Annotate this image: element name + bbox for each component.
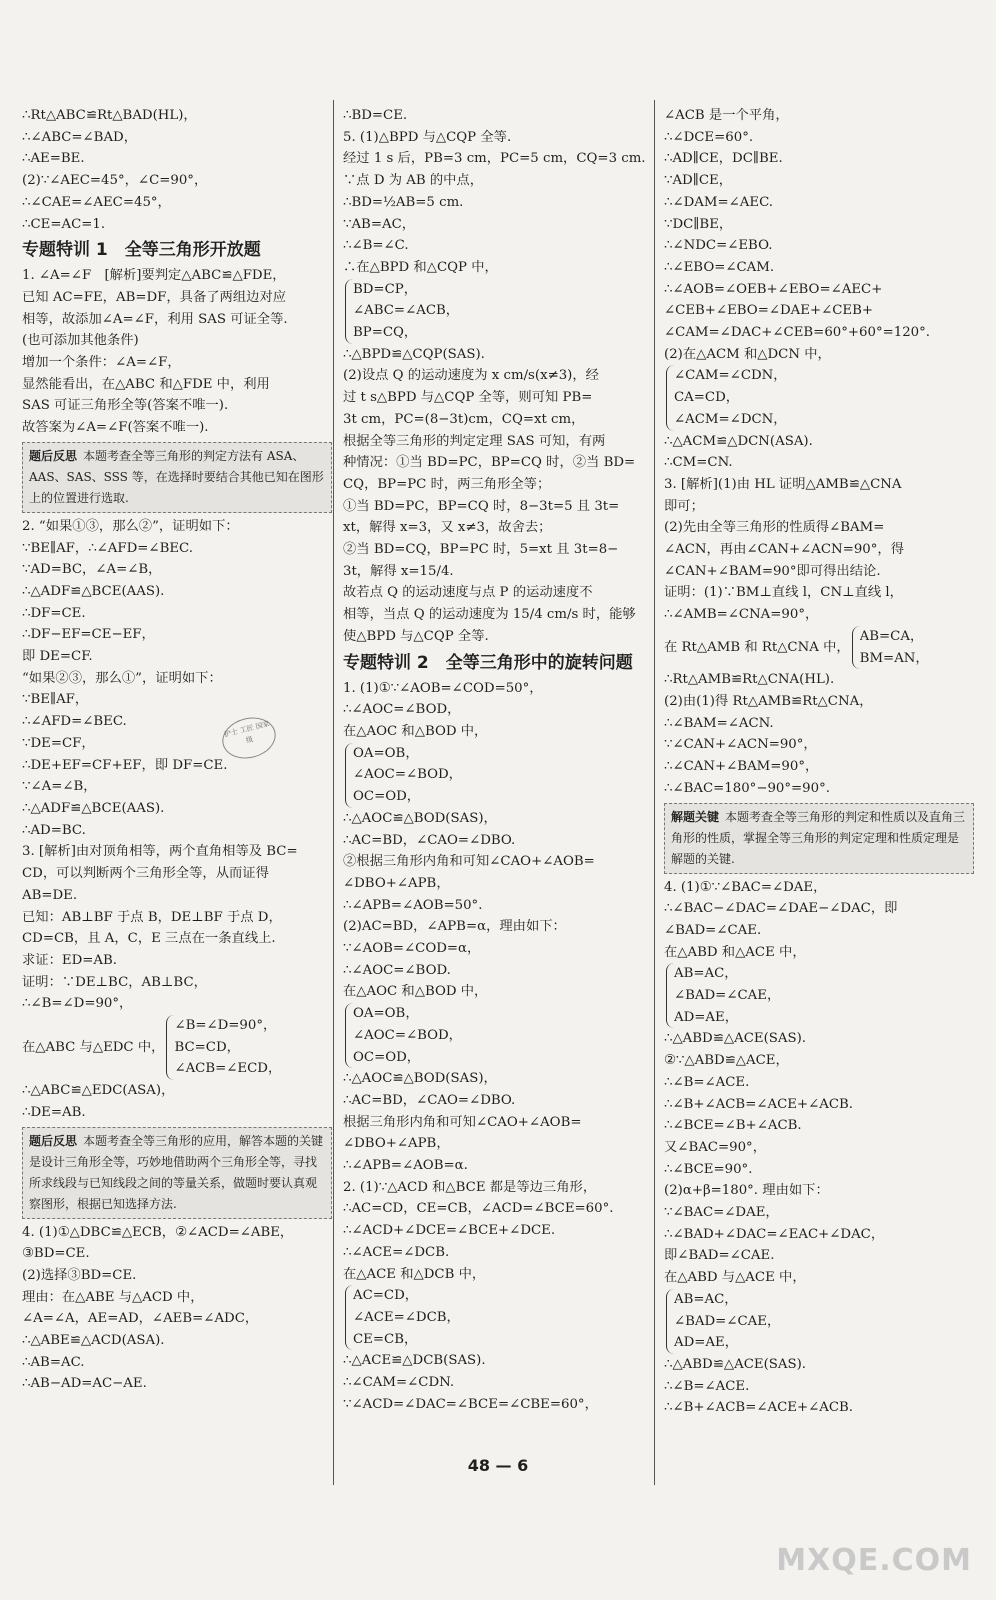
text-line: OC=OD，	[353, 789, 421, 805]
text-line: ∴∠BAC=180°−90°=90°.	[664, 780, 830, 796]
text-line: ∠CAN+∠BAM=90°即可得出结论.	[664, 563, 881, 579]
text-line: ∴△ACE≌△DCB(SAS).	[343, 1353, 486, 1369]
text-line: ∴∠DCE=60°.	[664, 129, 754, 145]
question-5	[343, 105, 653, 279]
rotation-q3	[664, 431, 974, 626]
text-line: ∴∠BAC−∠DAC=∠DAE−∠DAC，即	[664, 901, 898, 917]
text-line: 在△ACE 和△DCB 中，	[343, 1266, 486, 1282]
case-prefix: 在 Rt△AMB 和 Rt△CNA 中，	[664, 640, 850, 656]
text-line: 增加一个条件：∠A=∠F，	[22, 355, 181, 371]
text-line: ∠ACB=∠ECD，	[174, 1061, 282, 1077]
text-line: 已知 AC=FE，AB=DF，具备了两组边对应	[22, 289, 287, 305]
text-line: ∴AD=BC.	[22, 822, 86, 838]
text-line: ∴∠BAD+∠DAC=∠EAC+∠DAC，	[664, 1226, 885, 1242]
text-line: ∠ACE=∠DCB，	[353, 1309, 460, 1325]
section-heading-2: 专题特训 2 全等三角形中的旋转问题	[343, 652, 633, 673]
text-line: ∴BD=½AB=5 cm.	[343, 194, 464, 210]
text-line: AC=CD，	[353, 1288, 419, 1304]
text-line: ∴∠B=∠C.	[343, 238, 409, 254]
text-line: ∴AC=BD，∠CAO=∠DBO.	[343, 1092, 516, 1108]
text-line: ∴Rt△AMB≌Rt△CNA(HL).	[664, 672, 835, 688]
text-line: 2. (1)∵△ACD 和△BCE 都是等边三角形，	[343, 1179, 597, 1195]
text-line: ∴∠APB=∠AOB=α.	[343, 1158, 468, 1174]
text-line: AD=AE，	[674, 1009, 739, 1025]
text-line: ∴∠AOC=∠BOD.	[343, 962, 451, 978]
text-line: ∴DF−EF=CE−EF，	[22, 627, 155, 643]
case-brace	[345, 279, 653, 344]
text-line: ∴∠ACE=∠DCB.	[343, 1244, 450, 1260]
text-line: ∴∠DAM=∠AEC.	[664, 194, 773, 210]
text-line: ∴∠AFD=∠BEC.	[22, 714, 127, 730]
text-line: ∴Rt△ABC≌Rt△BAD(HL)，	[22, 108, 197, 123]
middle-column	[343, 105, 653, 1415]
text-line: 使△BPD 与△CQP 全等.	[343, 628, 489, 644]
text-line: BD=CP，	[353, 281, 417, 297]
text-line: ∴∠EBO=∠CAM.	[664, 259, 775, 275]
text-line: 即可；	[664, 498, 704, 514]
stamp-text: 护士 工匠 国家级	[223, 719, 271, 745]
text-line: AB=AC，	[674, 1291, 738, 1307]
text-line: (2)α+β=180°. 理由如下：	[664, 1183, 829, 1199]
reflection-text: 本题考查全等三角形的应用，解答本题的关键是设计三角形全等，巧妙地借助两个三角形全等，寻找所求线段与已知线段之间的等量关系，做题时要认真观察图形，根据已知选择方法.	[29, 1133, 324, 1211]
case-brace	[852, 626, 929, 669]
text-line: 在△ABD 与△ACE 中，	[664, 1270, 806, 1286]
text-line: 3. [解析](1)由 HL 证明△AMB≌△CNA	[664, 476, 902, 492]
text-line: ∵DE=CF，	[22, 735, 95, 751]
text-line: ∠CEB+∠EBO=∠DAE+∠CEB+	[664, 303, 874, 319]
column-divider-2	[654, 100, 655, 1485]
text-line: ∵AB=AC，	[343, 216, 416, 232]
reflection-label: 题后反思	[29, 1133, 78, 1148]
text-line: ②当 BD=CQ，BP=PC 时，5=xt 且 3t=8−	[343, 542, 619, 558]
text-line: ∴∠AOC=∠BOD，	[343, 702, 461, 718]
text-line: ∠BAD=∠CAE，	[674, 1313, 781, 1329]
text-line: ∠BAD=∠CAE，	[674, 988, 781, 1004]
text-line: OA=OB，	[353, 745, 419, 761]
text-line: ∴AD∥CE，DC∥BE.	[664, 151, 783, 167]
text-line: ∴△AOC≌△BOD(SAS)，	[343, 1071, 497, 1087]
case-row	[22, 1015, 332, 1080]
text-line: ∴△ABD≌△ACE(SAS).	[664, 1356, 806, 1372]
text-line: ∴CE=AC=1.	[22, 216, 106, 232]
reflection-text: 本题考查全等三角形的判定方法有 ASA、AAS、SAS、SSS 等，在选择时要结合其他已知在图形上的位置进行选取.	[29, 448, 324, 505]
text-line: ∴DE+EF=CF+EF，即 DF=CE.	[22, 757, 228, 773]
text-line: (2)∵∠AEC=45°，∠C=90°，	[22, 173, 208, 189]
text-line: ∴△BPD≌△CQP(SAS).	[343, 346, 485, 362]
case-brace	[666, 963, 974, 1028]
text-line: ∵∠BAC=∠DAE，	[664, 1205, 779, 1221]
text-line: ∵BE∥AF，	[22, 692, 89, 708]
text-line: 相等，故添加∠A=∠F，利用 SAS 可证全等.	[22, 311, 288, 327]
case-row	[664, 626, 974, 669]
text-line: AD=AE，	[674, 1335, 739, 1351]
text-line: 3t cm，PC=(8−3t)cm，CQ=xt cm，	[343, 411, 585, 427]
text-line: 证明：(1)∵BM⊥直线 l，CN⊥直线 l，	[664, 585, 903, 601]
text-line: 种情况：①当 BD=PC，BP=CQ 时，②当 BD=	[343, 455, 636, 471]
text-line: 在△AOC 和△BOD 中，	[343, 984, 488, 1000]
rotation-q4	[664, 877, 974, 964]
text-line: ∴∠CAE=∠AEC=45°，	[22, 194, 171, 210]
text-line: ∴∠NDC=∠EBO.	[664, 238, 773, 254]
text-line: ∴∠B=∠ACE.	[664, 1074, 750, 1090]
text-line: ∠BAD=∠CAE.	[664, 922, 762, 938]
text-line: ∴∠CAM=∠CDN.	[343, 1375, 455, 1391]
rotation-q3-cont	[664, 669, 974, 799]
rotation-q4-end	[664, 1354, 974, 1419]
text-line: (2)由(1)得 Rt△AMB≌Rt△CNA，	[664, 693, 873, 709]
text-line: 经过 1 s 后，PB=3 cm，PC=5 cm，CQ=3 cm.	[343, 151, 646, 167]
text-line: 即∠BAD=∠CAE.	[664, 1248, 775, 1264]
text-line: ∠ACB 是一个平角，	[664, 108, 789, 123]
text-line: ∴∠B+∠ACB=∠ACE+∠ACB.	[664, 1400, 854, 1416]
text-line: ∴△ABC≌△EDC(ASA)，	[22, 1083, 175, 1099]
text-line: CD=CB，且 A，C，E 三点在一条直线上.	[22, 931, 276, 947]
text-line: 4. (1)①∵∠BAC=∠DAE，	[664, 879, 827, 895]
text-line: ③BD=CE.	[22, 1246, 90, 1262]
text-line: ∴DE=AB.	[22, 1104, 86, 1120]
text-line: 5. (1)△BPD 与△CQP 全等.	[343, 129, 512, 145]
question-1	[22, 265, 332, 439]
text-line: ∵DC∥BE，	[664, 216, 733, 232]
text-line: ∴AB=AC.	[22, 1354, 85, 1370]
text-line: 1. (1)①∵∠AOB=∠COD=50°，	[343, 680, 543, 696]
text-line: 3t，解得 x=15/4.	[343, 563, 454, 579]
text-line: 根据三角形内角和可知∠CAO+∠AOB=	[343, 1114, 582, 1130]
text-line: ∴△ABE≌△ACD(ASA).	[22, 1333, 165, 1349]
text-line: ∴∠APB=∠AOB=50°.	[343, 897, 483, 913]
left-column	[22, 105, 332, 1395]
text-line: SAS 可证三角形全等(答案不唯一).	[22, 398, 229, 414]
text-line: ∴∠B=∠ACE.	[664, 1378, 750, 1394]
text-line: 过 t s△BPD 与△CQP 全等，则可知 PB=	[343, 390, 593, 406]
text-line: 1. ∠A=∠F [解析]要判定△ABC≌△FDE，	[22, 268, 286, 284]
text-line: ∴BD=CE.	[343, 108, 408, 123]
key-point-text: 本题考查全等三角形的判定和性质以及直角三角形的性质，掌握全等三角形的判定定理和性质定理是解题的关键.	[671, 809, 966, 866]
text-line: ∴CM=CN.	[664, 455, 733, 471]
text-line: 证明：∵DE⊥BC，AB⊥BC，	[22, 974, 207, 990]
text-line: 故若点 Q 的运动速度与点 P 的运动速度不	[343, 585, 593, 601]
text-line: OA=OB，	[353, 1006, 419, 1022]
watermark-logo: MXQE.COM	[776, 1543, 972, 1578]
text-line: 在△ABD 和△ACE 中，	[664, 944, 806, 960]
text-line: ∴△AOC≌△BOD(SAS)，	[343, 810, 497, 826]
text-line: ∴∠BCE=90°.	[664, 1161, 753, 1177]
reflection-box-2	[22, 1127, 332, 1219]
text-line: ∵点 D 为 AB 的中点，	[343, 173, 484, 189]
case-prefix: 在△ABC 与△EDC 中，	[22, 1040, 165, 1056]
text-line: (2)在△ACM 和△DCN 中，	[664, 346, 831, 362]
text-line: (2)设点 Q 的运动速度为 x cm/s(x≠3)，经	[343, 368, 599, 384]
text-line: (也可添加其他条件)	[22, 333, 139, 349]
rotation-q1-cont	[343, 808, 653, 1003]
text-line: ∴∠BCE=∠B+∠ACB.	[664, 1118, 802, 1134]
text-line: ∠CAM=∠CDN，	[674, 368, 787, 384]
text-line: ∠DBO+∠APB，	[343, 875, 450, 891]
text-line: BM=AN，	[859, 650, 929, 666]
text-line: CE=CB，	[353, 1331, 418, 1347]
text-line: “如果②③，那么①”，证明如下：	[22, 670, 222, 686]
text-line: ∵AD∥CE，	[664, 173, 733, 189]
text-line: ∠A=∠A，AE=AD，∠AEB=∠ADC，	[22, 1311, 259, 1327]
text-line: ∴DF=CE.	[22, 605, 86, 621]
text-line: ①当 BD=PC，BP=CQ 时，8−3t=5 且 3t=	[343, 498, 620, 514]
text-line: CA=CD，	[674, 390, 740, 406]
question-3	[22, 841, 332, 1015]
text-line: xt，解得 x=3，又 x≠3，故舍去；	[343, 520, 552, 536]
text-line: ∵∠AOB=∠COD=α，	[343, 941, 481, 957]
question-3-conclusion	[22, 1080, 332, 1123]
text-line: BP=CQ，	[353, 325, 418, 341]
text-line: AB=DE.	[22, 887, 78, 903]
text-line: ②根据三角形内角和可知∠CAO+∠AOB=	[343, 854, 595, 870]
case-brace	[166, 1015, 281, 1080]
text-line: ∠DBO+∠APB，	[343, 1136, 450, 1152]
text-line: BC=CD，	[174, 1039, 240, 1055]
text-line: 根据全等三角形的判定定理 SAS 可知，有两	[343, 433, 606, 449]
text-line: 3. [解析]由对顶角相等，两个直角相等及 BC=	[22, 844, 298, 860]
text-line: (2)AC=BD，∠APB=α，理由如下：	[343, 919, 566, 935]
case-brace	[666, 365, 974, 430]
text-line: 又∠BAC=90°，	[664, 1139, 766, 1155]
text-line: ∠AOC=∠BOD，	[353, 1027, 462, 1043]
text-line: ∴∠ACD+∠DCE=∠BCE+∠DCE.	[343, 1223, 556, 1239]
text-line: ∴AE=BE.	[22, 151, 85, 167]
text-line: ∠CAM=∠DAC+∠CEB=60°+60°=120°.	[664, 325, 931, 341]
text-line: ∴∠B+∠ACB=∠ACE+∠ACB.	[664, 1096, 854, 1112]
case-brace	[345, 1285, 653, 1350]
text-line: AB=CA，	[859, 628, 924, 644]
text-line: 2. “如果①③，那么②”，证明如下：	[22, 518, 239, 534]
rotation-q1	[343, 678, 653, 743]
text-line: 显然能看出，在△ABC 和△FDE 中，利用	[22, 376, 270, 392]
left-opening-lines	[22, 105, 332, 235]
text-line: ∴AC=BD，∠CAO=∠DBO.	[343, 832, 516, 848]
text-line: ∴△ABD≌△ACE(SAS).	[664, 1031, 806, 1047]
rotation-q2-angles	[664, 105, 974, 365]
text-line: ②∵△ABD≌△ACE，	[664, 1053, 789, 1069]
text-line: ∠ACM=∠DCN，	[674, 411, 787, 427]
text-line: ∠ABC=∠ACB，	[353, 303, 460, 319]
text-line: AB=AC，	[674, 966, 738, 982]
text-line: (2)先由全等三角形的性质得∠BAM=	[664, 520, 885, 536]
text-line: ∴∠B=∠D=90°，	[22, 996, 133, 1012]
text-line: ∴∠ABC=∠BAD，	[22, 129, 138, 145]
reflection-label: 题后反思	[29, 448, 78, 463]
column-divider-1	[333, 100, 334, 1485]
text-line: ∵∠A=∠B，	[22, 779, 97, 795]
text-line: 故答案为∠A=∠F(答案不唯一).	[22, 420, 209, 436]
rotation-q2	[343, 1068, 653, 1285]
rotation-q2-cont	[343, 1350, 653, 1415]
text-line: ∠ACN，再由∠CAN+∠ACN=90°，得	[664, 542, 904, 558]
case-brace	[345, 1003, 653, 1068]
text-line: OC=OD，	[353, 1049, 421, 1065]
text-line: ∴△ADF≌△BCE(AAS).	[22, 583, 165, 599]
text-line: ∠AOC=∠BOD，	[353, 767, 462, 783]
text-line: ∴在△BPD 和△CQP 中，	[343, 259, 498, 275]
reflection-box-1	[22, 442, 332, 513]
key-point-box	[664, 803, 974, 874]
text-line: ∴∠CAN+∠BAM=90°，	[664, 759, 819, 775]
text-line: ∴∠BAM=∠ACN.	[664, 715, 774, 731]
text-line: 4. (1)①△DBC≌△ECB，②∠ACD=∠ABE，	[22, 1224, 294, 1240]
question-2	[22, 516, 332, 842]
section-heading-1: 专题特训 1 全等三角形开放题	[22, 240, 261, 261]
question-4	[22, 1222, 332, 1396]
text-line: ∠B=∠D=90°，	[174, 1018, 277, 1034]
text-line: ∴∠AOB=∠OEB+∠EBO=∠AEC+	[664, 281, 883, 297]
text-line: ∴△ACM≌△DCN(ASA).	[664, 433, 813, 449]
text-line: ∴AB−AD=AC−AE.	[22, 1376, 147, 1392]
text-line: ∴∠AMB=∠CNA=90°，	[664, 607, 819, 623]
question-5-part-2	[343, 344, 653, 648]
text-line: 相等，当点 Q 的运动速度为 15/4 cm/s 时，能够	[343, 607, 636, 623]
case-brace	[345, 743, 653, 808]
page-number: 48 — 6	[467, 1456, 529, 1475]
text-line: 在△AOC 和△BOD 中，	[343, 723, 488, 739]
text-line: ∴△ADF≌△BCE(AAS).	[22, 800, 165, 816]
text-line: 理由：在△ABE 与△ACD 中，	[22, 1289, 204, 1305]
text-line: 求证：ED=AB.	[22, 952, 117, 968]
text-line: ∵AD=BC，∠A=∠B，	[22, 562, 162, 578]
right-column	[664, 105, 974, 1419]
text-line: CQ，BP=PC 时，两三角形全等；	[343, 476, 551, 492]
text-line: 已知：AB⊥BF 于点 B，DE⊥BF 于点 D，	[22, 909, 282, 925]
text-line: ∵∠CAN+∠ACN=90°，	[664, 737, 817, 753]
text-line: ∵BE∥AF，∴∠AFD=∠BEC.	[22, 540, 193, 556]
rotation-q4-cont	[664, 1028, 974, 1288]
text-line: 即 DE=CF.	[22, 649, 93, 665]
case-brace	[666, 1289, 974, 1354]
text-line: ∴AC=CD，CE=CB，∠ACD=∠BCE=60°.	[343, 1201, 614, 1217]
text-line: CD，可以判断两个三角形全等，从而证得	[22, 866, 269, 882]
key-point-label: 解题关键	[671, 809, 720, 824]
text-line: (2)选择③BD=CE.	[22, 1267, 137, 1283]
text-line: ∵∠ACD=∠DAC=∠BCE=∠CBE=60°，	[343, 1396, 598, 1412]
